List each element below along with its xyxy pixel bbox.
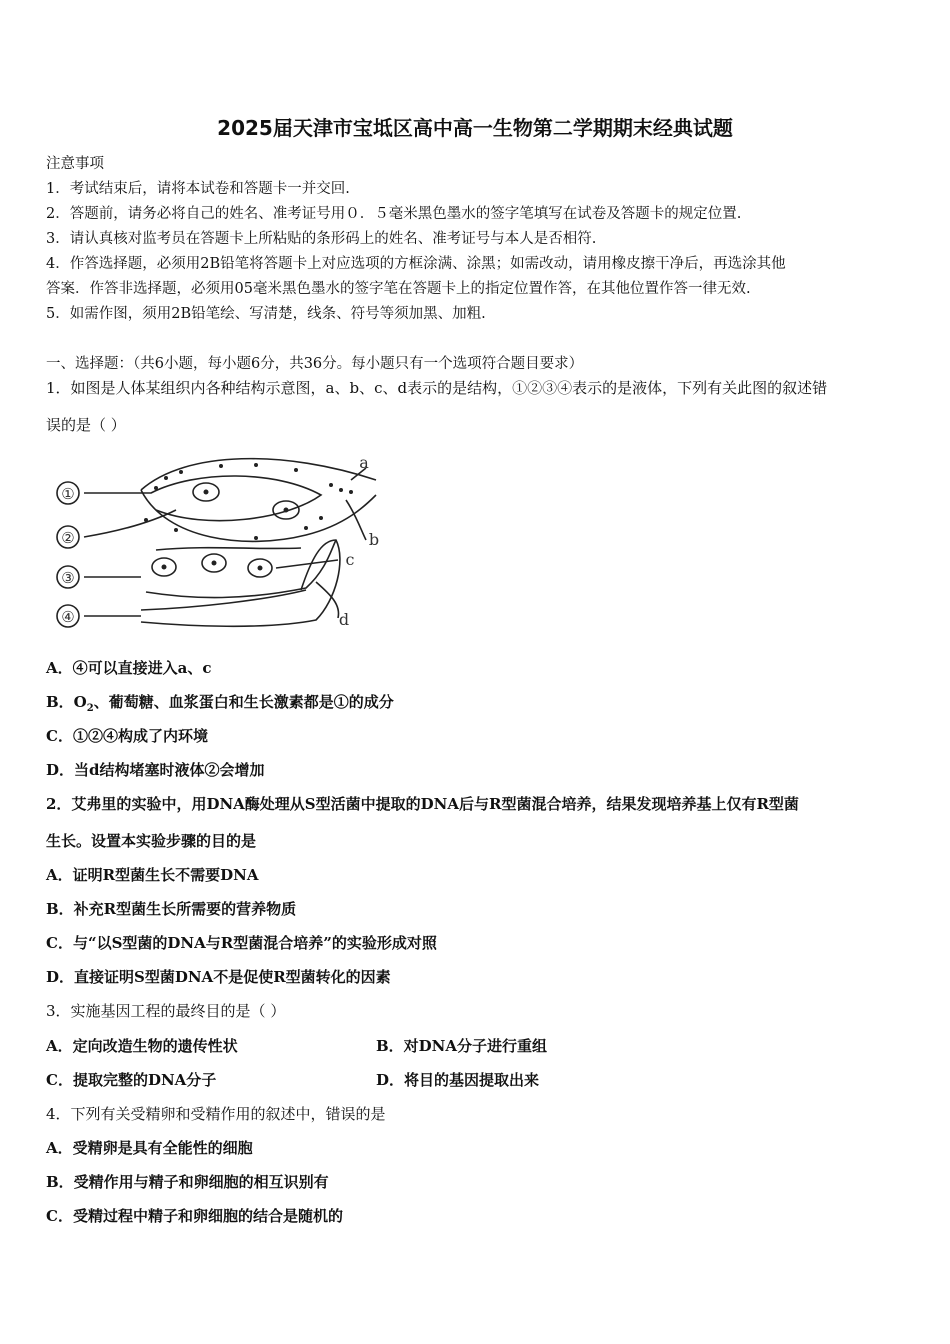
notice-item: 5．如需作图，须用2B铅笔绘、写清楚，线条、符号等须加黑、加粗. [46, 306, 486, 322]
q1-stem-line2: 误的是（ ） [46, 416, 126, 434]
fig-label-c: c [345, 550, 355, 569]
q3-option-d: D．将目的基因提取出来 [376, 1071, 540, 1089]
q3-option-c: C．提取完整的DNA分子 [46, 1071, 217, 1089]
q1-option-b: B．$O_2$、葡萄糖、血浆蛋白和生长激素都是①的成分 [46, 693, 394, 714]
q2-option-d: D．直接证明S型菌DNA不是促使R型菌转化的因素 [46, 968, 391, 986]
q2-option-c: C．与“以S型菌的DNA与R型菌混合培养”的实验形成对照 [46, 934, 437, 952]
notice-item: 4．作答选择题，必须用2B铅笔将答题卡上对应选项的方框涂满、涂黑；如需改动，请用橡皮擦干净后，再选涂其他 [46, 256, 786, 272]
fig-label-d: d [338, 610, 350, 629]
q4-option-c: C．受精过程中精子和卵细胞的结合是随机的 [46, 1207, 343, 1225]
q2-stem-line1: 2．艾弗里的实验中，用DNA酶处理从S型活菌中提取的DNA后与R型菌混合培养，结果发现培养基上仅有R型菌 [46, 795, 799, 813]
notice-item: 2．答题前，请务必将自己的姓名、准考证号用０．５毫米黑色墨水的签字笔填写在试卷及答题卡的规定位置. [46, 206, 742, 222]
fig-label-4: ④ [61, 608, 75, 626]
q1-stem-line1: 1．如图是人体某组织内各种结构示意图，a、b、c、d表示的是结构，①②③④表示的是液体，下列有关此图的叙述错 [46, 379, 828, 397]
fig-label-a: a [359, 453, 369, 472]
fig-label-2: ② [61, 529, 75, 547]
q2-option-b: B．补充R型菌生长所需要的营养物质 [46, 900, 297, 918]
q2-option-a: A．证明R型菌生长不需要DNA [46, 866, 259, 884]
q3-option-b: B．对DNA分子进行重组 [376, 1037, 548, 1055]
notice-heading: 注意事项 [46, 156, 104, 172]
q1-option-a: A．④可以直接进入a、c [46, 659, 212, 677]
notice-item: 答案．作答非选择题，必须用05毫米黑色墨水的签字笔在答题卡上的指定位置作答，在其他位置作答一律无效. [46, 281, 751, 297]
q1-option-c: C．①②④构成了内环境 [46, 727, 208, 745]
q4-option-b: B．受精作用与精子和卵细胞的相互识别有 [46, 1173, 329, 1191]
page-title: 2025届天津市宝坻区高中高一生物第二学期期末经典试题 [217, 116, 733, 140]
q1-option-d: D．当d结构堵塞时液体②会增加 [46, 761, 265, 779]
q4-stem: 4．下列有关受精卵和受精作用的叙述中，错误的是 [46, 1105, 386, 1123]
q4-option-a: A．受精卵是具有全能性的细胞 [46, 1139, 253, 1157]
q3-option-a: A．定向改造生物的遗传性状 [46, 1037, 238, 1055]
q3-stem: 3．实施基因工程的最终目的是（ ） [46, 1002, 286, 1020]
notice-item: 1．考试结束后，请将本试卷和答题卡一并交回. [46, 181, 350, 197]
fig-label-1: ① [61, 485, 75, 503]
notice-item: 3．请认真核对监考员在答题卡上所粘贴的条形码上的姓名、准考证号与本人是否相符. [46, 231, 597, 247]
tissue-structure-figure [46, 450, 386, 635]
section-heading: 一、选择题：（共6小题，每小题6分，共36分。每小题只有一个选项符合题目要求） [46, 356, 584, 372]
fig-label-3: ③ [61, 569, 75, 587]
q2-stem-line2: 生长。设置本实验步骤的目的是 [46, 832, 257, 850]
fig-label-b: b [368, 530, 380, 549]
